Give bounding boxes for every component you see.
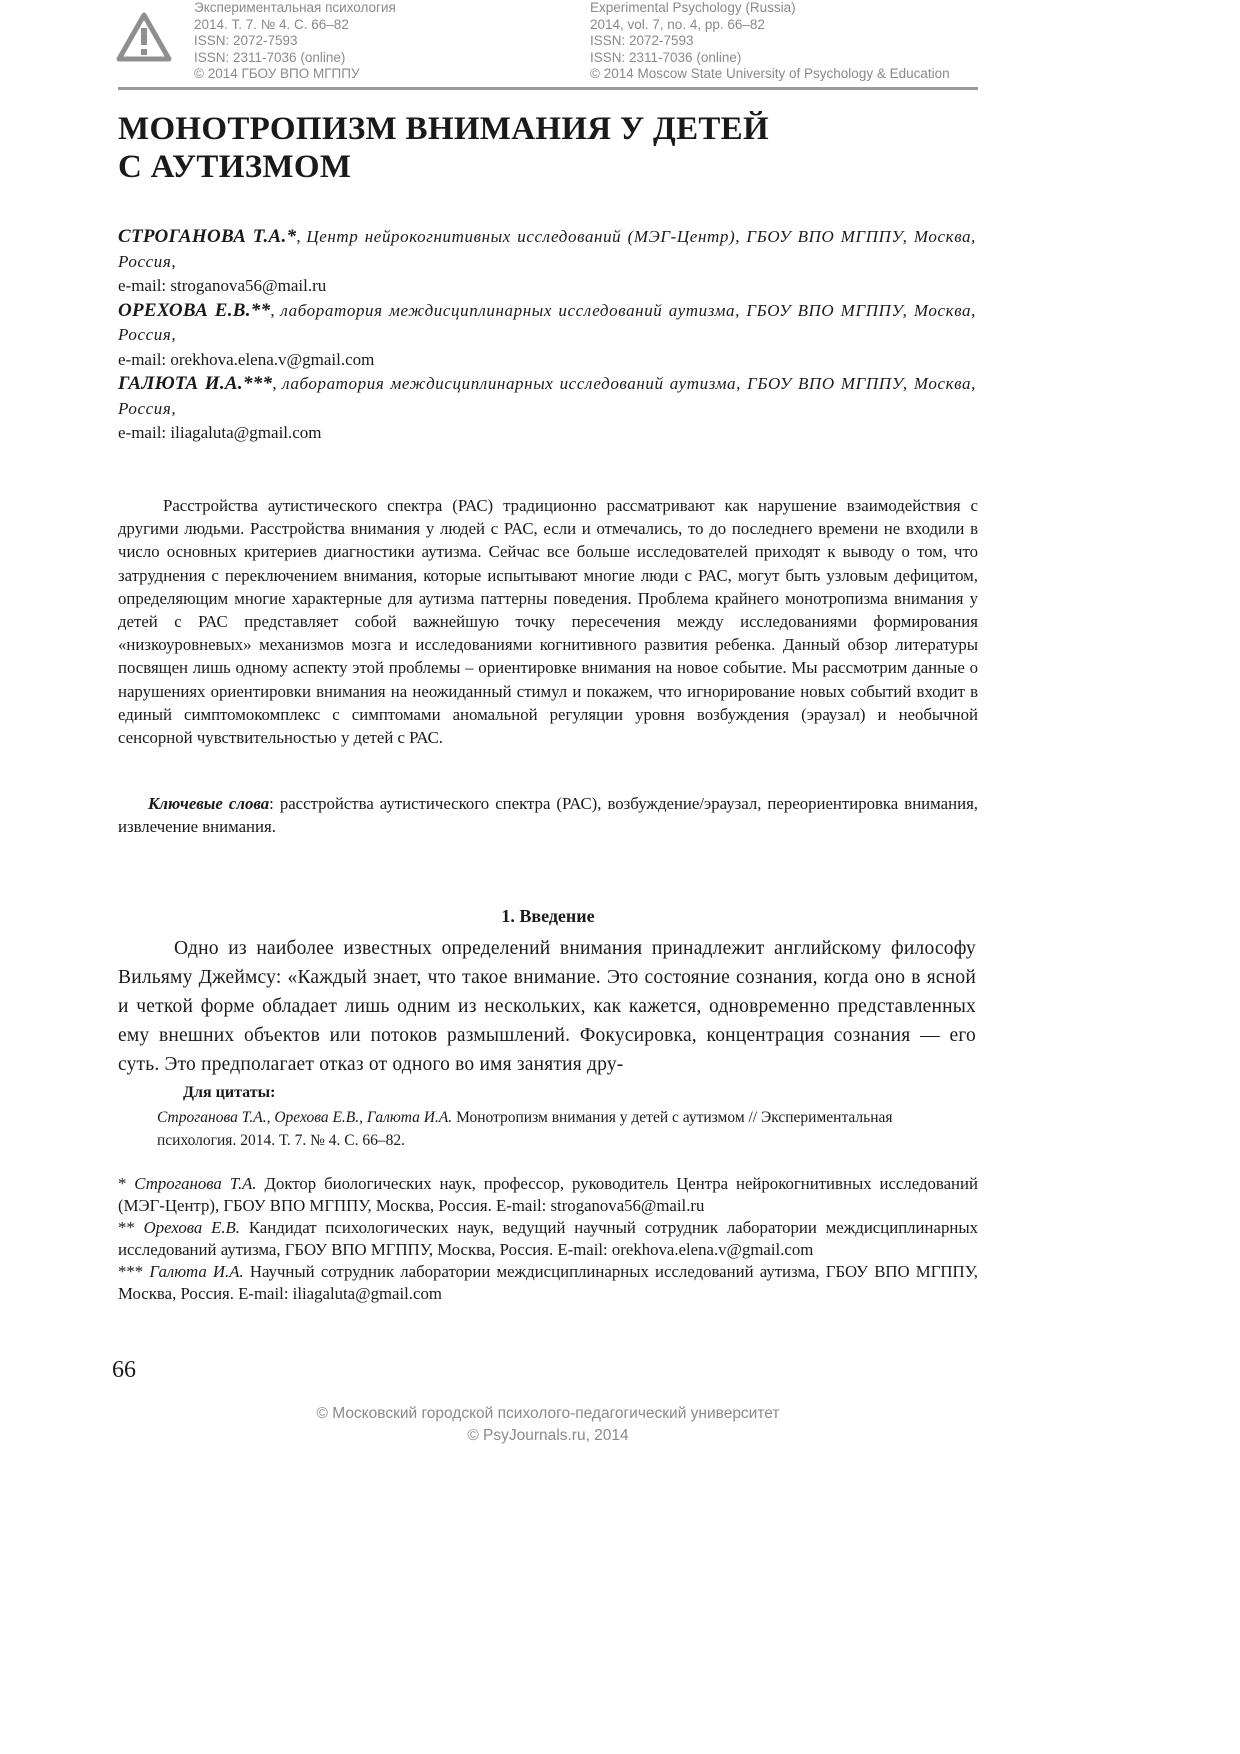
- header-ru-volume: 2014. Т. 7. № 4. С. 66–82: [194, 16, 349, 32]
- author-mark: *: [286, 226, 297, 247]
- article-title: [118, 110, 918, 186]
- footnote-text: Кандидат психологических наук, ведущий научный сотрудник лаборатории междисциплинарных исследований аутизма, ГБОУ ВПО МГППУ, Москва, Россия. E-mail: orekhova.elena.v@gmail.com: [118, 1218, 979, 1259]
- footnote-mark: ***: [118, 1262, 150, 1281]
- header-ru: [194, 0, 396, 83]
- author-list: [118, 225, 976, 446]
- title-line-1: МОНОТРОПИЗМ ВНИМАНИЯ У ДЕТЕЙ: [118, 111, 769, 147]
- author-email[interactable]: e-mail: iliagaluta@gmail.com: [118, 423, 322, 442]
- author-name: ГАЛЮТА И.А.: [118, 373, 243, 394]
- page-number: 66: [112, 1357, 136, 1383]
- author-email[interactable]: e-mail: orekhova.elena.v@gmail.com: [118, 349, 375, 369]
- author-mark: **: [250, 299, 271, 321]
- header-ru-issn-online: ISSN: 2311-7036 (online): [194, 49, 346, 65]
- intro-text: Одно из наиболее известных определений внимания принадлежит английскому философу Вильяму Джеймсу: «Каждый знает, что такое внимание. Это состояние сознания, когда оно в ясной и четкой форме обладает лишь одним из нескольких, как кажется, одновременно представленных ему внешних объектов или потоков размышлений. Фокусировка, концентрация сознания — его суть. Это предполагает отказ от одного во имя занятия дру-: [118, 938, 976, 1075]
- abstract-text: Расстройства аутистического спектра (РАС) традиционно рассматривают как нарушение взаимодействия с другими людьми. Расстройства внимания у людей с РАС, если и отмечались, то до последнего времени не входили в число основных критериев диагностики аутизма. Сейчас все больше исследователей приходят к выводу о том, что затруднения с переключением внимания, которые испытывают многие люди с РАС, могут быть узловым дефицитом, определяющим многие характерные для аутизма паттерны поведения. Проблема крайнего монотропизма внимания у детей с РАС представляет собой важнейшую точку пересечения между исследованиями формирования «низкоуровневых» механизмов мозга и исследованиями когнитивного развития ребенка. Данный обзор литературы посвящен лишь одному аспекту этой проблемы – ориентировке внимания на новое событие. Мы рассмотрим данные о нарушениях ориентировки внимания на неожиданный стимул и покажем, что игнорирование новых событий входит в единый симптомокомплекс с симптомами аномальной регуляции уровня возбуждения (эраузал) и необычной сенсорной чувствительностью у детей с РАС.: [118, 496, 978, 748]
- footnote-name: Орехова Е.В.: [143, 1218, 241, 1237]
- intro-paragraph: [118, 934, 976, 1079]
- section-heading: 1. Введение: [501, 906, 595, 926]
- header-en-issn: ISSN: 2072-7593: [590, 33, 694, 48]
- author-name: СТРОГАНОВА Т.А.: [118, 226, 287, 247]
- footnote: [118, 1217, 978, 1261]
- header-ru-issn: ISSN: 2072-7593: [194, 33, 298, 48]
- header-ru-journal: Экспериментальная психология: [194, 0, 396, 15]
- footnote-name: Строганова Т.А.: [134, 1174, 257, 1193]
- author-entry: ОРЕХОВА Е.В.**, лаборатория междисциплинарных исследований аутизма, ГБОУ ВПО МГППУ, Москва, Россия, e-mail: orekhova.elena.v@gmail.com: [118, 299, 976, 373]
- keywords-text: : расстройства аутистического спектра (РАС), возбуждение/эраузал, переориентировка внимания, извлечение внимания.: [118, 794, 978, 837]
- author-mark: ***: [242, 373, 273, 394]
- footnote-mark: *: [118, 1174, 135, 1193]
- title-line-2: С АУТИЗМОМ: [118, 149, 352, 185]
- footer: [118, 1403, 978, 1447]
- keywords-label: Ключевые слова: [148, 794, 270, 813]
- citation-authors: Строганова Т.А., Орехова Е.В., Галюта И.А.: [157, 1109, 453, 1126]
- header-ru-copyright: © 2014 ГБОУ ВПО МГППУ: [194, 66, 360, 81]
- author-entry: СТРОГАНОВА Т.А.*, Центр нейрокогнитивных исследований (МЭГ-Центр), ГБОУ ВПО МГППУ, Москва, Россия, e-mail: stroganova56@mail.ru: [118, 225, 976, 299]
- header-en: [590, 0, 950, 83]
- footer-line-1: © Московский городской психолого-педагогический университет: [316, 1405, 780, 1422]
- footnote: [118, 1173, 978, 1217]
- author-affiliation: лаборатория междисциплинарных исследований аутизма, ГБОУ ВПО МГППУ, Москва, Россия,: [118, 300, 977, 344]
- footnote-text: Доктор биологических наук, профессор, руководитель Центра нейрокогнитивных исследований (МЭГ-Центр), ГБОУ ВПО МГППУ, Москва, Россия. E-mail: stroganova56@mail.ru: [118, 1174, 978, 1215]
- keywords: [118, 792, 978, 838]
- citation: [157, 1106, 957, 1152]
- footnote-name: Галюта И.А.: [149, 1262, 244, 1281]
- footnotes: [118, 1173, 978, 1305]
- header-en-volume: 2014, vol. 7, no. 4, pp. 66–82: [590, 16, 765, 32]
- header-en-issn-online: ISSN: 2311-7036 (online): [590, 49, 742, 65]
- author-affiliation: Центр нейрокогнитивных исследований (МЭГ-Центр), ГБОУ ВПО МГППУ, Москва, Россия,: [118, 227, 977, 271]
- footnote-text: Научный сотрудник лаборатории междисциплинарных исследований аутизма, ГБОУ ВПО МГППУ, Москва, Россия. E-mail: iliagaluta@gmail.com: [118, 1262, 978, 1303]
- header-en-copyright: © 2014 Moscow State University of Psychology & Education: [590, 66, 950, 81]
- footer-line-2: © PsyJournals.ru, 2014: [467, 1427, 629, 1444]
- header-en-journal: Experimental Psychology (Russia): [590, 0, 796, 15]
- author-email[interactable]: e-mail: stroganova56@mail.ru: [118, 276, 327, 295]
- author-affiliation: лаборатория междисциплинарных исследований аутизма, ГБОУ ВПО МГППУ, Москва, Россия,: [118, 374, 976, 418]
- warning-icon: [116, 12, 172, 62]
- citation-text: Монотропизм внимания у детей с аутизмом // Экспериментальная психология. 2014. Т. 7. № 4. С. 66–82.: [157, 1109, 893, 1149]
- footnote: [118, 1261, 978, 1305]
- author-entry: ГАЛЮТА И.А.***, лаборатория междисциплинарных исследований аутизма, ГБОУ ВПО МГППУ, Москва, Россия, e-mail: iliagaluta@gmail.com: [118, 372, 976, 446]
- header-divider: [118, 87, 978, 90]
- abstract: [118, 494, 978, 749]
- citation-label: Для цитаты:: [183, 1084, 276, 1101]
- author-name: ОРЕХОВА Е.В.: [118, 299, 251, 321]
- footnote-mark: **: [118, 1218, 144, 1237]
